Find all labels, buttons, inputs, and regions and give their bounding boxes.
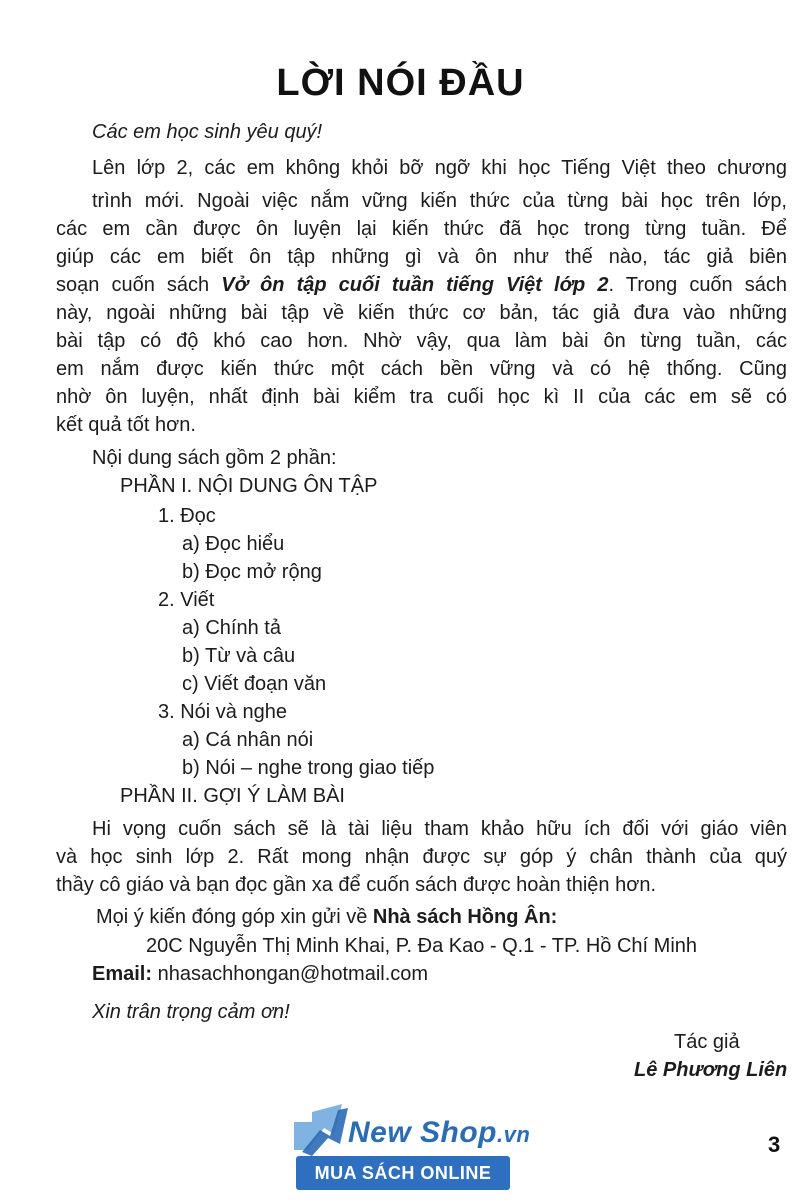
author-label: Tác giả (674, 1031, 740, 1053)
publisher-name: Nhà sách Hồng Ân (372, 906, 551, 928)
email-line (92, 960, 428, 988)
author-name: Lê Phương Liên (634, 1059, 788, 1081)
intro-line-10: kết quả tốt hơn. (56, 414, 196, 436)
intro-line-5 (56, 271, 787, 299)
hope-line-2: và học sinh lớp 2. Rất mong nhận được sự góp ý chân thành của quý (56, 846, 787, 868)
logo-brand-name: New Shop (348, 1116, 498, 1149)
outline-item: 2. Viết (158, 589, 215, 611)
email-address: nhasachhongan@hotmail.com (152, 963, 429, 985)
intro-line-3: các em cần được ôn luyện lại kiến thức đã học trong từng tuần. Để (56, 218, 787, 240)
feedback-colon: : (550, 906, 558, 928)
intro-line-5-pre: soạn cuốn sách (56, 274, 222, 296)
arrow-logo-icon (290, 1100, 354, 1160)
intro-line-9: nhờ ôn luyện, nhất định bài kiểm tra cuối học kì II của các em sẽ có (56, 386, 787, 408)
outline-item: b) Đọc mở rộng (182, 561, 322, 583)
logo-brand (348, 1116, 530, 1150)
greeting: Các em học sinh yêu quý! (92, 121, 323, 143)
outline-item: a) Đọc hiểu (182, 533, 285, 555)
intro-line-5-post: . Trong cuốn sách (608, 274, 788, 296)
outline-item: c) Viết đoạn văn (182, 673, 327, 695)
intro-line-7: bài tập có độ khó cao hơn. Nhờ vậy, qua làm bài ôn từng tuần, các (56, 330, 787, 352)
outline-item: b) Từ và câu (182, 645, 296, 667)
hope-line-1: Hi vọng cuốn sách sẽ là tài liệu tham khảo hữu ích đối với giáo viên (92, 818, 787, 840)
intro-line-4: giúp các em biết ôn tập những gì và ôn như thế nào, tác giả biên (56, 246, 787, 268)
address: 20C Nguyễn Thị Minh Khai, P. Đa Kao - Q.1 - TP. Hồ Chí Minh (146, 935, 698, 957)
logo-banner: MUA SÁCH ONLINE (296, 1156, 510, 1190)
part-2-heading: PHẦN II. GỢI Ý LÀM BÀI (120, 785, 345, 807)
contents-intro: Nội dung sách gồm 2 phần: (92, 447, 337, 469)
page-number: 3 (768, 1132, 781, 1157)
thanks: Xin trân trọng cảm ơn! (92, 1001, 290, 1023)
outline-item: 3. Nói và nghe (158, 701, 287, 723)
part-1-heading: PHẦN I. NỘI DUNG ÔN TẬP (120, 475, 378, 497)
intro-line-8: em nắm được kiến thức một cách bền vững và có hệ thống. Cũng (56, 358, 787, 380)
intro-line-1: Lên lớp 2, các em không khỏi bỡ ngỡ khi học Tiếng Việt theo chương (92, 157, 787, 179)
outline-item: 1. Đọc (158, 505, 216, 527)
hope-line-3: thầy cô giáo và bạn đọc gần xa để cuốn sách được hoàn thiện hơn. (56, 874, 657, 896)
page-title: LỜI NÓI ĐẦU (276, 62, 525, 104)
feedback-line (96, 903, 557, 931)
outline-item: a) Chính tả (182, 617, 281, 639)
feedback-text: Mọi ý kiến đóng góp xin gửi về (96, 906, 373, 928)
newshop-logo (290, 1098, 531, 1192)
intro-line-2: trình mới. Ngoài việc nắm vững kiến thức của từng bài học trên lớp, (92, 190, 787, 212)
logo-domain: .vn (497, 1122, 531, 1147)
outline-item: b) Nói – nghe trong giao tiếp (182, 757, 435, 779)
outline-item: a) Cá nhân nói (182, 729, 314, 751)
book-title: Vở ôn tập cuối tuần tiếng Việt lớp 2 (221, 274, 609, 296)
intro-line-6: này, ngoài những bài tập về kiến thức cơ bản, tác giả đưa vào những (56, 302, 787, 324)
email-label: Email: (92, 963, 153, 985)
